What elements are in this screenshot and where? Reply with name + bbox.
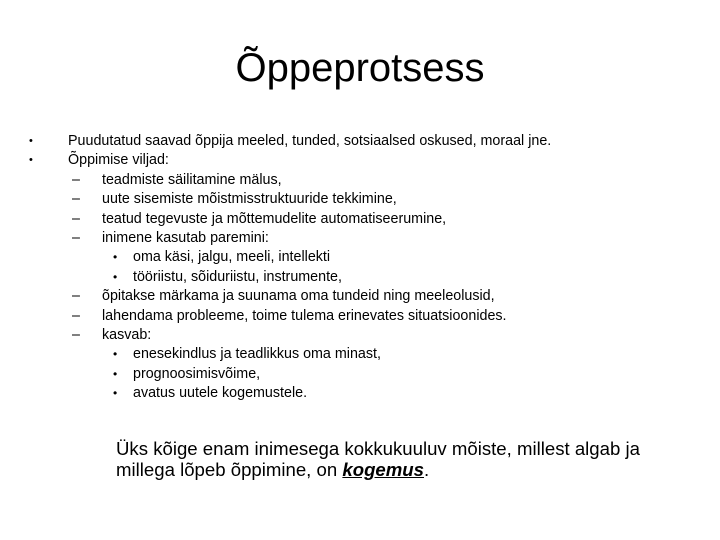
list-item — [26, 229, 706, 248]
bullet-marker: • — [113, 269, 118, 284]
list-item — [26, 307, 706, 326]
list-item-text: Puudutatud saavad õppija meeled, tunded, sotsiaalsed oskused, moraal jne. — [68, 133, 552, 149]
list-item — [26, 210, 706, 229]
list-item — [26, 132, 706, 151]
list-item-text: teatud tegevuste ja mõttemudelite automatiseerumine, — [102, 210, 447, 227]
bullet-marker: • — [113, 366, 118, 381]
list-item-text: teadmiste säilitamine mälus, — [102, 171, 282, 188]
list-item — [26, 345, 706, 364]
slide-title: Õppeprotsess — [235, 46, 485, 90]
list-item — [26, 268, 706, 287]
dash-marker: – — [72, 191, 80, 208]
note-ending: . — [424, 459, 430, 480]
dash-marker: – — [72, 307, 80, 324]
note-text: Üks kõige enam inimesega kokkukuuluv mõiste, millest algab ja millega lõpeb õppimine, on — [116, 438, 640, 480]
list-item-text: Õppimise viljad: — [68, 152, 169, 169]
list-item-text: oma käsi, jalgu, meeli, intellekti — [133, 249, 331, 266]
bullet-marker: • — [113, 386, 118, 401]
list-item-text: uute sisemiste mõistmisstruktuuride tekkimine, — [102, 191, 397, 208]
bullet-marker: • — [29, 135, 33, 147]
list-item-text: õpitakse märkama ja suunama oma tundeid ning meeleolusid, — [102, 288, 495, 305]
list-item-text: tööriistu, sõiduriistu, instrumente, — [133, 268, 342, 285]
bullet-marker: • — [113, 347, 118, 362]
list-item-text: enesekindlus ja teadlikkus oma minast, — [133, 346, 381, 363]
list-item — [26, 384, 706, 403]
bullet-marker: • — [29, 154, 33, 167]
dash-marker: – — [72, 230, 80, 247]
conclusion-note — [116, 438, 676, 480]
dash-marker: – — [72, 210, 80, 227]
dash-marker: – — [72, 171, 80, 188]
list-item — [26, 171, 706, 190]
dash-marker: – — [72, 288, 80, 305]
bullet-list — [26, 132, 706, 404]
list-item-text: prognoosimisvõime, — [133, 365, 261, 382]
list-item — [26, 151, 706, 170]
list-item — [26, 248, 706, 267]
list-item-text: kasvab: — [102, 327, 152, 344]
list-item-text: inimene kasutab paremini: — [102, 230, 269, 247]
list-item — [26, 326, 706, 345]
dash-marker: – — [72, 327, 80, 344]
list-item-text: lahendama probleeme, toime tulema erinevates situatsioonides. — [102, 307, 507, 324]
list-item — [26, 287, 706, 306]
note-keyword: kogemus — [342, 459, 425, 480]
list-item — [26, 365, 706, 384]
list-item-text: avatus uutele kogemustele. — [133, 385, 308, 402]
bullet-marker: • — [113, 250, 118, 265]
list-item — [26, 190, 706, 209]
